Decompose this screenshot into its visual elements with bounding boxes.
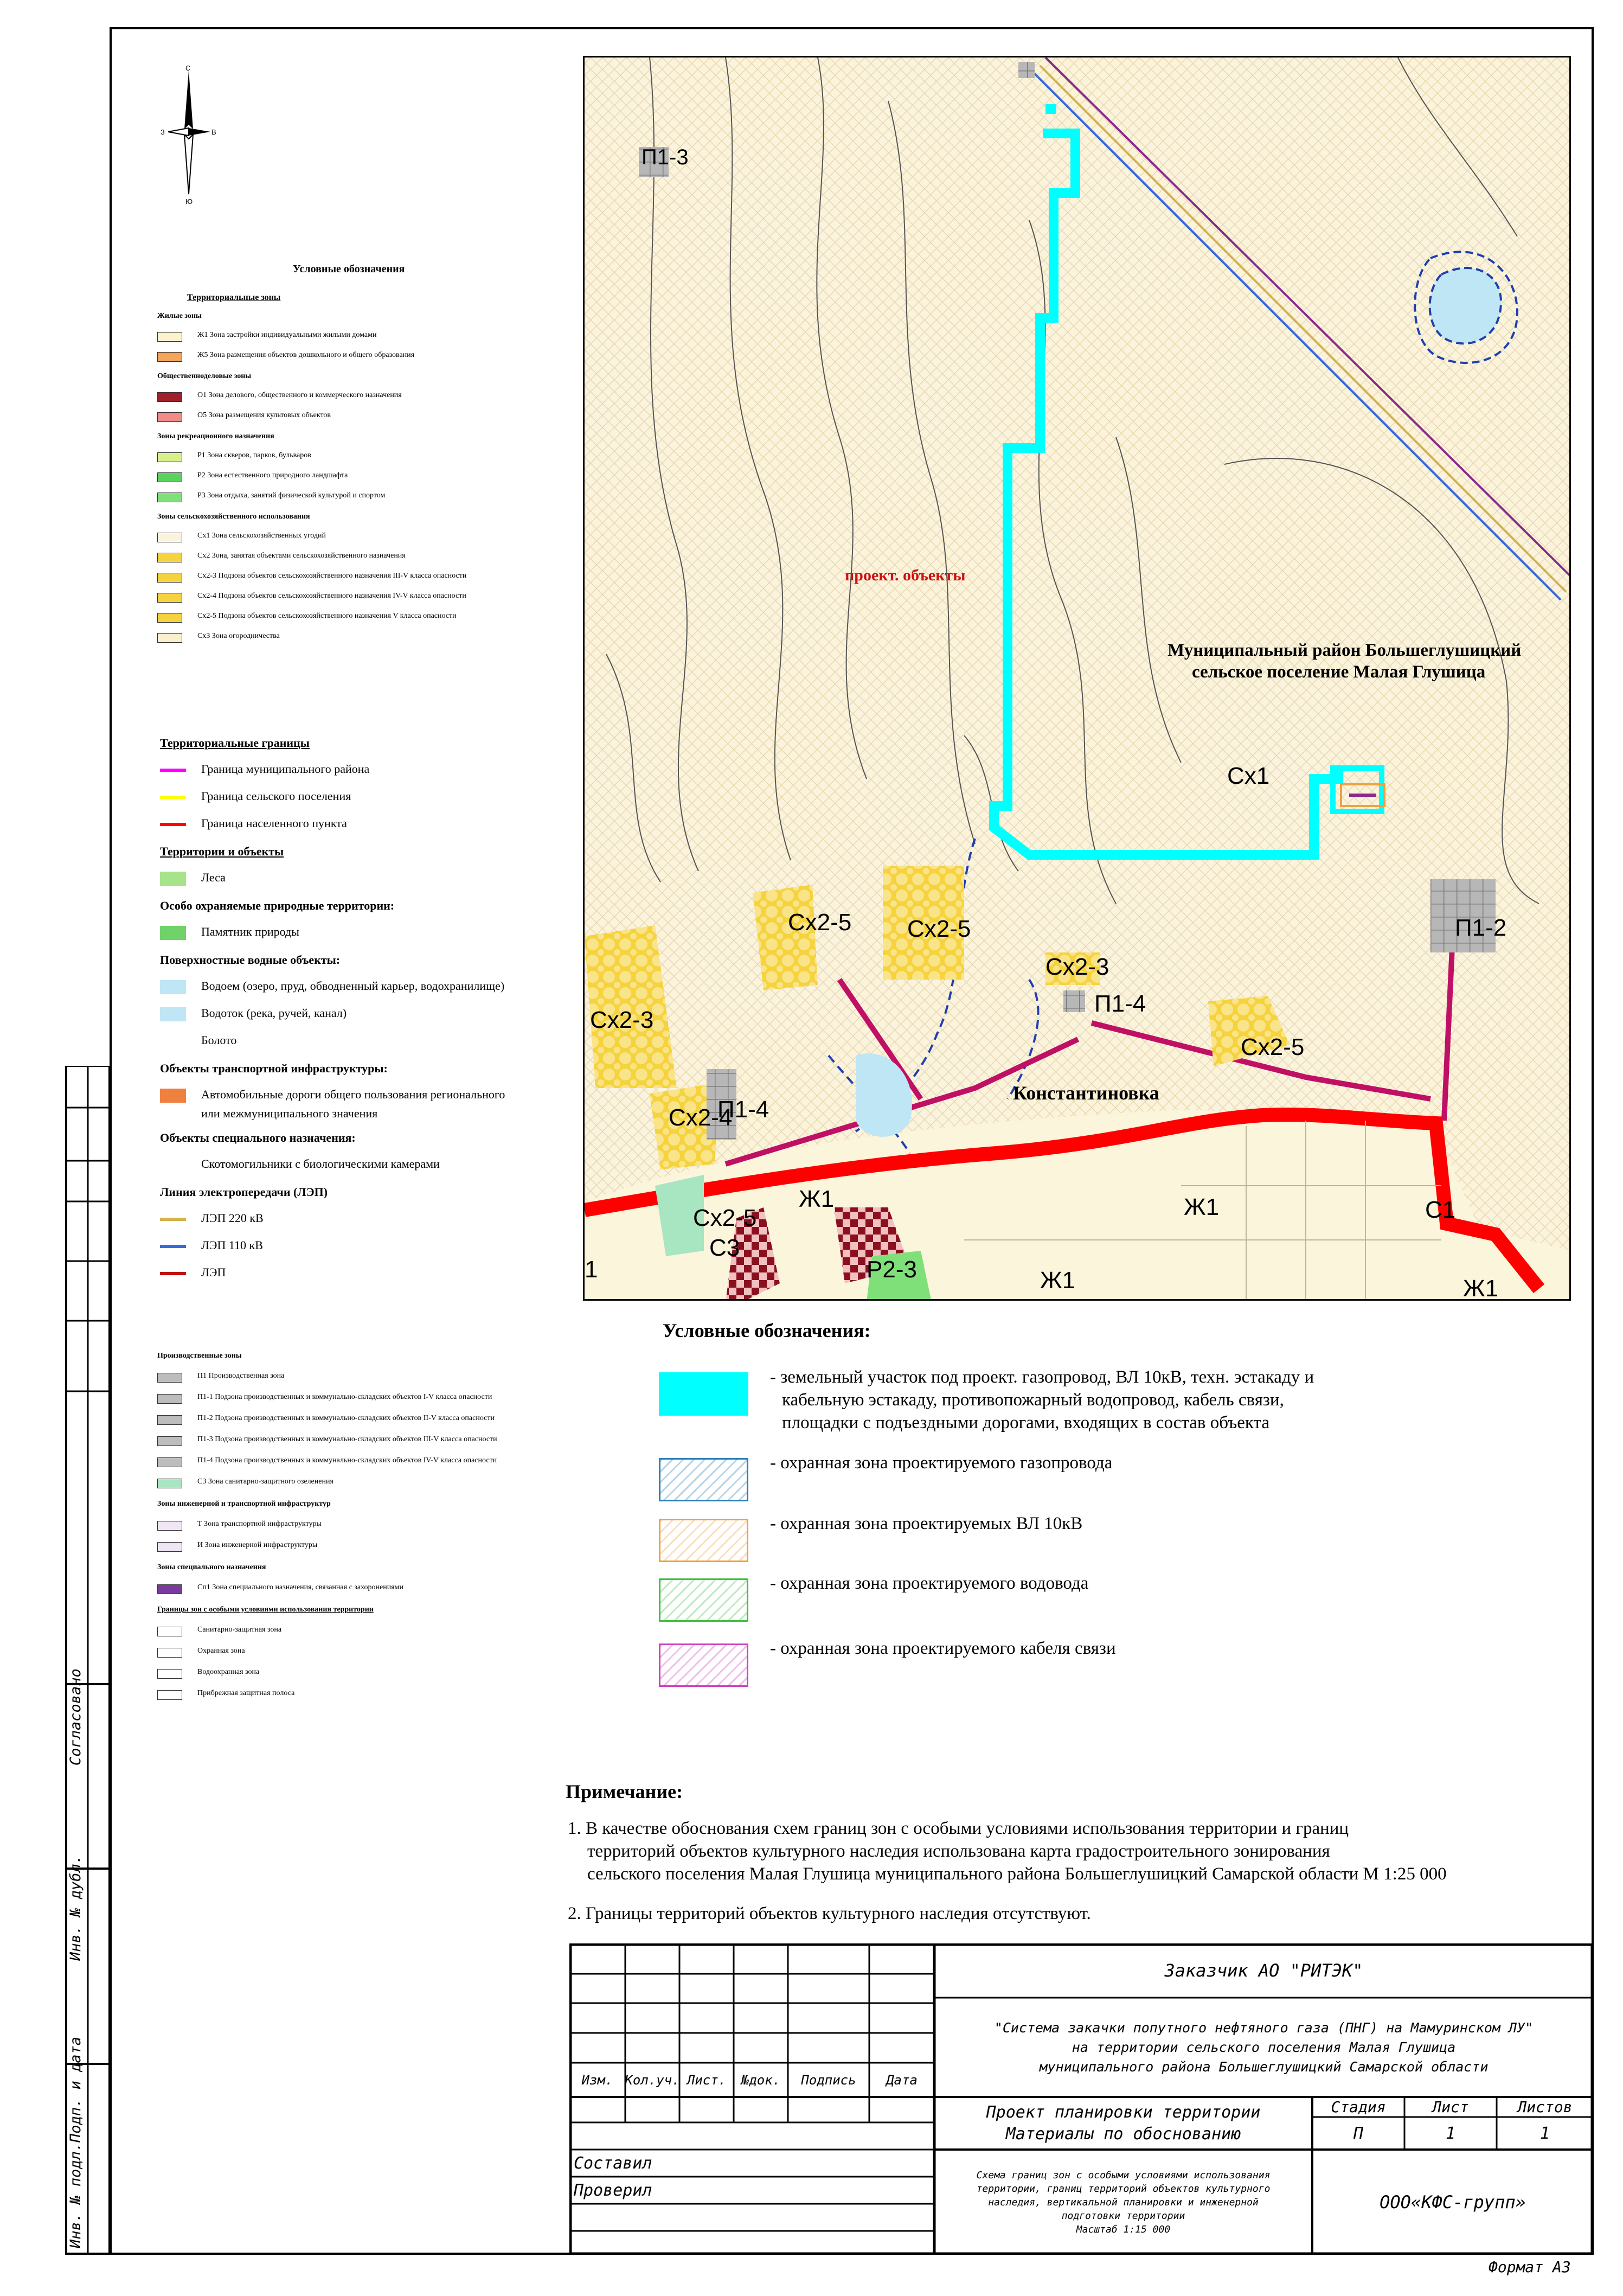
legend-item-text: Водоем (озеро, пруд, обводненный карьер, водохранилище): [201, 979, 505, 993]
legend-swatch: [157, 1669, 182, 1679]
legend-swatch: [160, 1158, 186, 1172]
compass-w: З: [161, 128, 165, 136]
legend-swatch: [160, 872, 186, 886]
legend-item-text: Р3 Зона отдыха, занятий физической культурой и спортом: [197, 491, 386, 500]
legend-item-text: Леса: [201, 871, 226, 884]
legend-line-swatch: [160, 769, 186, 772]
north-arrow: [163, 64, 217, 205]
bottom-legend-swatch: [659, 1578, 748, 1622]
legend-item-text: П1-3 Подзона производственных и коммунально-складских объектов III-V класса опасности: [197, 1435, 497, 1443]
bottom-legend-text: - охранная зона проектируемого водовода: [770, 1574, 1089, 1593]
legend-swatch: [160, 1034, 186, 1048]
bottom-legend-swatch: [659, 1372, 748, 1416]
legend-swatch: [157, 332, 182, 342]
legend-heading: Общественноделовые зоны: [157, 372, 252, 380]
bottom-legend-text: - охранная зона проектируемого кабеля связи: [770, 1639, 1116, 1658]
legend-heading: Зоны специального назначения: [157, 1563, 266, 1571]
legend-swatch: [157, 1373, 182, 1383]
stamp-inv-orig: Инв. № подл.: [67, 2142, 84, 2248]
legend-item-text: Сх2-5 Подзона объектов сельскохозяйственного назначения V класса опасности: [197, 612, 457, 620]
legend-item-text: П1-2 Подзона производственных и коммунально-складских объектов II-V класса опасности: [197, 1414, 495, 1422]
map-label-one: 1: [585, 1256, 598, 1283]
map-label-sx1: Сх1: [1227, 763, 1270, 789]
legend-line-swatch: [160, 823, 186, 826]
legend-item-text: Сп1 Зона специального назначения, связанная с захоронениями: [197, 1583, 403, 1591]
compass-n: С: [185, 64, 191, 72]
side-stamp: [65, 1066, 111, 2255]
legend-item-text: Водоток (река, ручей, канал): [201, 1006, 347, 1020]
legend-heading: Особо охраняемые природные территории:: [160, 899, 395, 912]
map-label-proj: проект. объекты: [845, 566, 966, 584]
notes-title: Примечание:: [566, 1781, 683, 1802]
legend-swatch: [157, 493, 182, 502]
legend-swatch: [157, 1415, 182, 1425]
legend-item-text: Санитарно-защитная зона: [197, 1626, 282, 1634]
map-label-sx23b: Сх2-3: [590, 1007, 654, 1033]
map-label-p14b: П1-4: [717, 1096, 769, 1123]
company: ООО«КФС-групп»: [1380, 2192, 1526, 2212]
legend-swatch: [157, 613, 182, 623]
legend-swatch: [157, 1648, 182, 1658]
legend-swatch: [157, 593, 182, 603]
legend-item-text: Граница сельского поселения: [201, 789, 351, 803]
legend-heading: Границы зон с особыми условиями использования территории: [157, 1606, 374, 1614]
map-label-p12: П1-2: [1455, 914, 1507, 941]
legend-item-text: Сх2-3 Подзона объектов сельскохозяйственного назначения III-V класса опасности: [197, 572, 467, 580]
legend-swatch: [157, 412, 182, 422]
legend-item-text: Ж1 Зона застройки индивидуальными жилыми домами: [197, 331, 377, 339]
legend-swatch: [157, 1394, 182, 1404]
legend-item-text: Граница населенного пункта: [201, 816, 347, 830]
legend-item-text: Прибрежная защитная полоса: [197, 1689, 295, 1697]
col-kol: Кол.уч.: [625, 2072, 680, 2088]
map-label-r23: Р2-3: [867, 1256, 917, 1283]
legend-swatch: [160, 926, 186, 940]
legend-item-text: П1-1 Подзона производственных и коммунально-складских объектов I-V класса опасности: [197, 1393, 492, 1401]
legend-top-title: Условные обозначения: [293, 263, 405, 275]
legend-item-text: Скотомогильники с биологическими камерами: [201, 1156, 440, 1171]
legend-swatch: [157, 472, 182, 482]
notes-2: 2. Границы территорий объектов культурного наследия отсутствуют.: [568, 1904, 1091, 1923]
legend-text: или межмуниципального значения: [201, 1106, 378, 1120]
title-block: [569, 1943, 1593, 2255]
legend-item-text: П1-4 Подзона производственных и коммунально-складских объектов IV-V класса опасности: [197, 1456, 497, 1464]
legend-heading: Зоны сельскохозяйственного использования: [157, 513, 310, 521]
legend-heading: Жилые зоны: [157, 312, 202, 320]
bottom-legend-swatch: [659, 1519, 748, 1562]
map-label-zh1b: Ж1: [1184, 1194, 1220, 1220]
map-label-p13a: П1-3: [641, 145, 689, 169]
bottom-legend-swatch: [659, 1643, 748, 1687]
bottom-legend-text: - охранная зона проектируемого газопровода: [770, 1453, 1113, 1473]
legend-swatch: [157, 1542, 182, 1552]
legend-item-text: О1 Зона делового, общественного и коммерческого назначения: [197, 391, 402, 399]
sheets-value: 1: [1539, 2124, 1550, 2143]
legend-swatch: [157, 1457, 182, 1467]
map-label-sx24: Сх2-4: [669, 1104, 733, 1131]
legend-item-text: ЛЭП 110 кВ: [201, 1238, 263, 1252]
compass-s: Ю: [185, 197, 193, 206]
legend-item-text: Водоохранная зона: [197, 1668, 260, 1676]
legend-item-text: Охранная зона: [197, 1647, 245, 1655]
map: [583, 56, 1571, 1301]
legend-swatch: [157, 553, 182, 562]
col-date: Дата: [886, 2072, 918, 2088]
map-label-district2: сельское поселение Малая Глушица: [1192, 662, 1486, 682]
checked-label: Проверил: [574, 2180, 652, 2200]
legend-item-text: ЛЭП 220 кВ: [201, 1211, 264, 1225]
map-label-sx25b: Сх2-5: [907, 916, 971, 942]
legend-line-swatch: [160, 1272, 186, 1275]
legend-item-text: Автомобильные дороги общего пользования регионального: [201, 1088, 505, 1101]
stage-header: Стадия: [1331, 2098, 1386, 2116]
map-label-zh1d: Ж1: [1463, 1275, 1499, 1301]
legend-item-text: Граница муниципального района: [201, 762, 370, 776]
legend-heading: Производственные зоны: [157, 1352, 242, 1360]
stamp-sign-date: Подп. и дата: [67, 2036, 84, 2142]
stamp-agreed: Согласовано: [67, 1668, 84, 1766]
legend-line-swatch: [160, 1218, 186, 1221]
sheet-header: Лист: [1432, 2098, 1469, 2116]
legend-heading: Территориальные границы: [160, 736, 310, 750]
legend-heading: Зоны инженерной и транспортной инфраструктур: [157, 1500, 331, 1508]
legend-swatch: [160, 1089, 186, 1103]
legend-top-terr-header: Территориальные зоны: [187, 293, 281, 302]
legend-item-text: Сх1 Зона сельскохозяйственных угодий: [197, 532, 326, 540]
legend-heading: Линия электропередачи (ЛЭП): [160, 1185, 328, 1199]
legend-swatch: [157, 1627, 182, 1636]
legend-swatch: [157, 1521, 182, 1531]
bottom-legend-title: Условные обозначения:: [663, 1320, 871, 1341]
map-label-sx25a: Сх2-5: [788, 909, 852, 936]
legend-item-text: ЛЭП: [201, 1265, 226, 1279]
map-label-konst: Константиновка: [1013, 1082, 1159, 1104]
map-label-zh1c: Ж1: [1040, 1267, 1076, 1294]
legend-heading: Объекты транспортной инфраструктуры:: [160, 1061, 388, 1075]
compass-e: В: [211, 128, 216, 136]
notes-1: 1. В качестве обоснования схем границ зон с особыми условиями использования территории и границ территорий объектов культурного наследия использована карта градостроительного зонирования сельского поселения Малая Глушица муниципального района Большеглушицкий Самарской области М 1:25 000: [568, 1819, 1447, 1884]
col-ndok: №док.: [741, 2072, 781, 2088]
legend-swatch: [160, 980, 186, 994]
legend-heading: Территории и объекты: [160, 845, 284, 858]
legend-item-text: Р1 Зона скверов, парков, бульваров: [197, 451, 311, 459]
legend-item-text: О5 Зона размещения культовых объектов: [197, 411, 331, 419]
bottom-legend-text: - охранная зона проектируемых ВЛ 10кВ: [770, 1514, 1083, 1533]
legend-heading: Зоны рекреационного назначения: [157, 432, 274, 440]
scheme-title: Схема границ зон с особыми условиями использования территории, границ территорий объектов культурного наследия, вертикальной планировки и инженерной подготовки территории Масштаб 1:15 000: [976, 2169, 1271, 2235]
legend-item-text: Т Зона транспортной инфраструктуры: [197, 1520, 322, 1528]
map-label-sx25c: Сх2-5: [1241, 1034, 1305, 1060]
legend-swatch: [157, 1584, 182, 1594]
legend-swatch: [157, 573, 182, 583]
legend-swatch: [157, 392, 182, 402]
col-sign: Подпись: [801, 2072, 856, 2088]
legend-item-text: Сх2 Зона, занятая объектами сельскохозяйственного назначения: [197, 552, 406, 560]
map-label-s3: С3: [709, 1235, 740, 1261]
map-label-district1: Муниципальный район Большеглушицкий: [1167, 641, 1522, 660]
map-label-s1: С1: [1425, 1197, 1456, 1223]
map-label-zh1a: Ж1: [799, 1186, 835, 1212]
map-label-sx25d: Сх2-5: [693, 1205, 757, 1231]
legend-heading: Поверхностные водные объекты:: [160, 953, 341, 967]
legend-line-swatch: [160, 1245, 186, 1248]
legend-item-text: Ж5 Зона размещения объектов дошкольного и общего образования: [197, 351, 415, 359]
legend-swatch: [157, 633, 182, 643]
legend-heading: Объекты специального назначения:: [160, 1130, 356, 1144]
legend-swatch: [157, 452, 182, 462]
bottom-legend-swatch: [659, 1458, 748, 1501]
bottom-legend-text: - земельный участок под проект. газопровод, ВЛ 10кВ, техн. эстакаду и кабельную эстакаду, противопожарный водопровод, кабель связи, площадки с подъездными дорогами, входящих в состав объекта: [770, 1367, 1314, 1432]
legend-swatch: [160, 1007, 186, 1021]
map-label-p14a: П1-4: [1094, 990, 1146, 1017]
legend-item-text: Р2 Зона естественного природного ландшафта: [197, 471, 348, 479]
legend-swatch: [157, 1479, 182, 1488]
legend-item-text: И Зона инженерной инфраструктуры: [197, 1541, 318, 1549]
legend-item-text: Сх2-4 Подзона объектов сельскохозяйственного назначения IV-V класса опасности: [197, 592, 466, 600]
map-label-sx23a: Сх2-3: [1045, 954, 1109, 980]
legend-swatch: [157, 352, 182, 362]
col-izm: Изм.: [581, 2072, 613, 2088]
legend-item-text: Болото: [201, 1033, 237, 1047]
sheet-value: 1: [1445, 2124, 1456, 2143]
legend-item-text: Сх3 Зона огородничества: [197, 632, 280, 640]
legend-swatch: [157, 533, 182, 542]
doc-title: Проект планировки территории Материалы по обоснованию: [986, 2102, 1261, 2144]
legend-item-text: Памятник природы: [201, 925, 299, 938]
customer: Заказчик АО "РИТЭК": [1164, 1960, 1363, 1981]
format-label: Формат А3: [1489, 2258, 1571, 2276]
legend-item-text: П1 Производственная зона: [197, 1372, 285, 1380]
legend-line-swatch: [160, 796, 186, 799]
legend-item-text: С3 Зона санитарно-защитного озеленения: [197, 1478, 333, 1486]
sheets-header: Листов: [1517, 2098, 1573, 2116]
legend-swatch: [157, 1690, 182, 1700]
stamp-inv-dubl: Инв. № дубл.: [67, 1854, 84, 1961]
composed-label: Составил: [574, 2153, 652, 2173]
stage-value: П: [1353, 2124, 1364, 2143]
legend-swatch: [157, 1436, 182, 1446]
col-list: Лист.: [687, 2072, 727, 2088]
project-title: "Система закачки попутного нефтяного газа (ПНГ) на Мамуринском ЛУ" на территории сельского поселения Малая Глушица муниципального района Большеглушицкий Самарской области: [994, 2019, 1534, 2075]
